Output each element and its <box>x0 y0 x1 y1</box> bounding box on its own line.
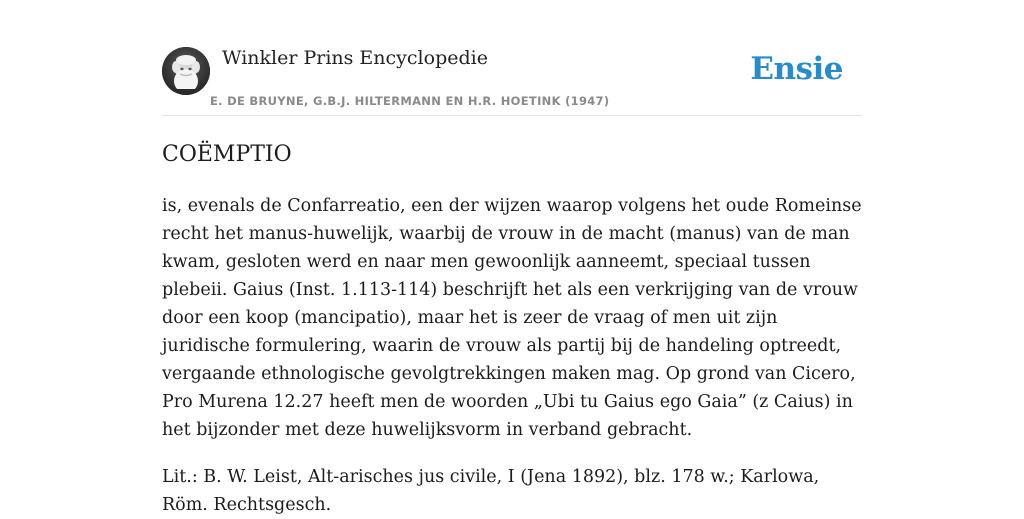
brand-logo[interactable]: Ensie <box>750 51 843 87</box>
authors-line: E. DE BRUYNE, G.B.J. HILTERMANN EN H.R. HOETINK (1947) <box>210 94 610 108</box>
header <box>162 0 862 116</box>
literature-paragraph: Lit.: B. W. Leist, Alt-arisches jus civile, I (Jena 1892), blz. 178 w.; Karlowa, Röm. Rechtsgesch. <box>162 467 820 515</box>
page-title: COËMPTIO <box>162 142 292 167</box>
avatar <box>162 47 210 95</box>
page <box>162 0 862 515</box>
article-body: is, evenals de Confarreatio, een der wijzen waarop volgens het oude Romeinse recht het manus-huwelijk, waarbij de vrouw in de macht (manus) van de man kwam, gesloten werd en naar men gewoonlijk aanneemt, speciaal tussen plebeii. Gaius (Inst. 1.113-114) beschrijft het als een verkrijging van de vrouw door een koop (mancipatio), maar het is zeer de vraag of men uit zijn juridische formulering, waarin de vrouw als partij bij de handeling optreedt, vergaande ethnologische gevolgtrekkingen maken mag. Op grond van Cicero, Pro Murena 12.27 heeft men de woorden „Ubi tu Gaius ego Gaia” (z Caius) in het bijzonder met deze huwelijksvorm in verband gebracht. <box>162 196 862 440</box>
author-portrait-icon <box>162 47 210 95</box>
site-title[interactable]: Winkler Prins Encyclopedie <box>222 47 488 69</box>
